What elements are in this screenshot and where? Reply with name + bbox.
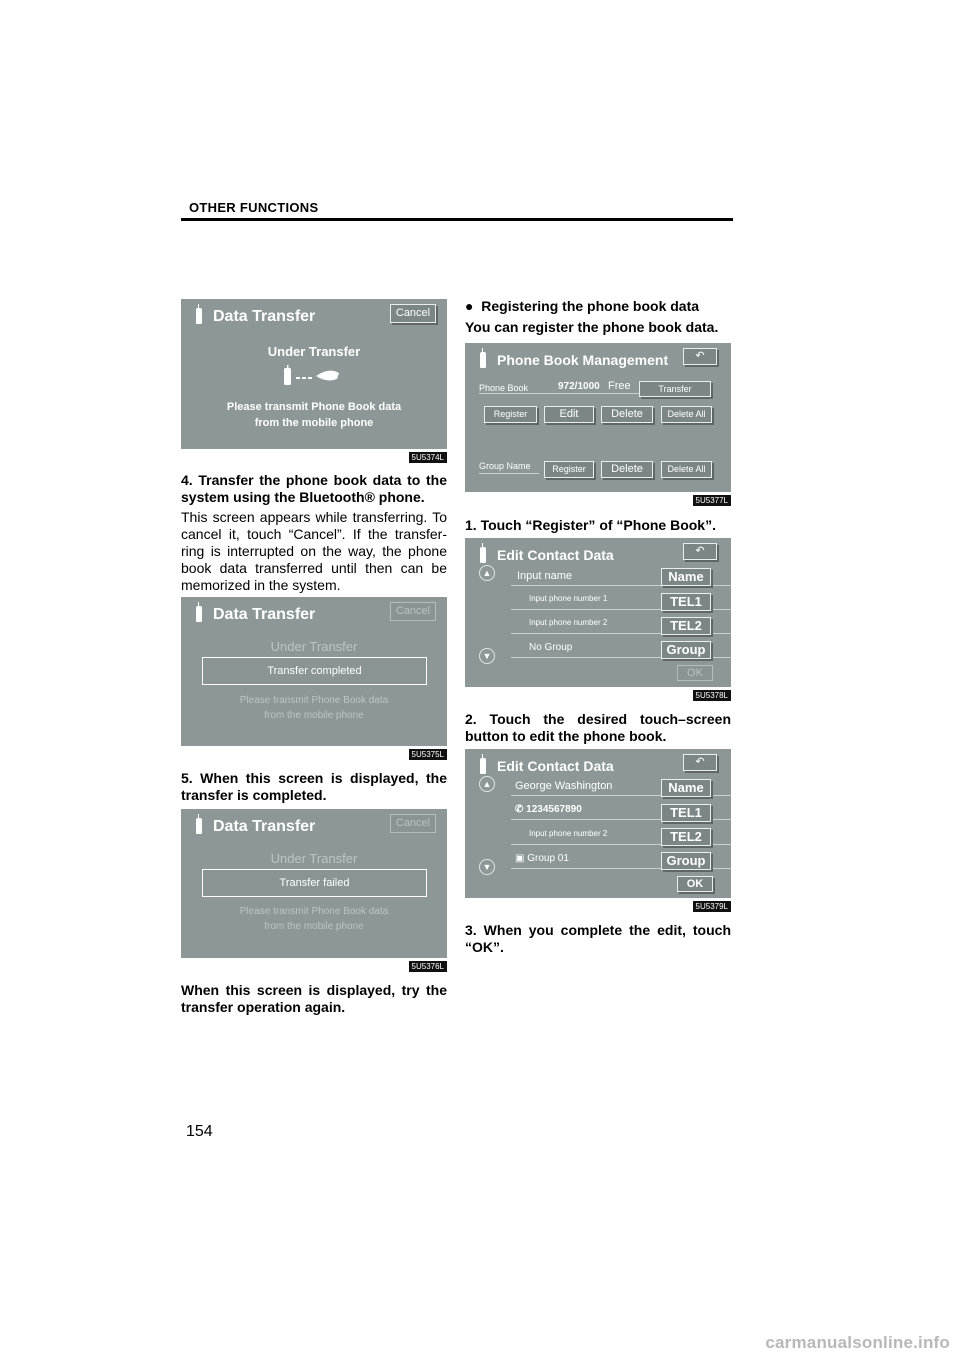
fail-note: When this screen is displayed, try the transfer operation again. (181, 982, 447, 1015)
cancel-button: Cancel (390, 814, 436, 833)
figure-transfer-completed (181, 597, 447, 759)
back-icon: ↶ (695, 545, 705, 557)
cancel-button: Cancel (390, 602, 436, 621)
scroll-up-button[interactable]: ▲ (479, 776, 495, 792)
intro-text: You can register the phone book data. (465, 319, 719, 335)
watermark: carmanualsonline.info (765, 1333, 950, 1352)
delete-button[interactable]: Delete (601, 406, 653, 423)
phone-icon (195, 308, 203, 324)
heading-text: Registering the phone book data (481, 298, 700, 314)
transfer-button[interactable]: Transfer (639, 381, 711, 397)
back-button[interactable] (683, 754, 717, 771)
name-line: Input name (517, 570, 573, 582)
screen-title: Phone Book Management (497, 352, 669, 368)
step-2: 2. Touch the desired touch–screen button to edit the phone book. (465, 711, 731, 744)
bullet-icon: ● (465, 298, 482, 314)
phone-type-icon: ✆ (515, 804, 527, 815)
tel1-button[interactable]: TEL1 (661, 804, 711, 822)
group-value: Group 01 (527, 853, 569, 864)
message-line-1: Please transmit Phone Book data (226, 401, 402, 413)
phone1-line: Input phone number 1 (529, 594, 608, 603)
phone-icon (479, 758, 487, 774)
message-line-2: from the mobile phone (254, 417, 374, 429)
phone2-line: Input phone number 2 (529, 829, 608, 838)
figure-data-transfer (181, 299, 447, 462)
message-line-1: Please transmit Phone Book data (239, 906, 389, 917)
back-button[interactable] (683, 543, 717, 560)
tel2-button[interactable]: TEL2 (661, 828, 711, 846)
scroll-down-button[interactable]: ▼ (479, 648, 495, 664)
screen-title: Data Transfer (213, 818, 316, 835)
ok-button[interactable]: OK (677, 876, 713, 892)
group-delete-all-button[interactable]: Delete All (661, 461, 712, 478)
message-line-2: from the mobile phone (264, 710, 364, 721)
phone-icon (479, 352, 487, 368)
status-text: Under Transfer (270, 639, 358, 654)
figure-edit-contact-filled (465, 749, 731, 911)
page-number: 154 (186, 1123, 213, 1140)
result-box: Transfer failed (202, 869, 427, 897)
status-text: Under Transfer (267, 344, 361, 359)
scroll-down-button[interactable]: ▼ (479, 859, 495, 875)
delete-all-button[interactable]: Delete All (661, 406, 712, 423)
count-value: 972/1000 (558, 381, 600, 392)
figure-code: 5U5375L (409, 749, 447, 760)
phone-icon (195, 606, 203, 622)
screen-title: Data Transfer (213, 308, 316, 325)
group-delete-button[interactable]: Delete (601, 461, 653, 478)
group-register-button[interactable]: Register (544, 461, 594, 478)
figure-code: 5U5376L (409, 961, 447, 972)
step-5-title: 5. When this screen is displayed, the transfer is completed. (181, 770, 447, 803)
group-line (515, 853, 569, 864)
register-button[interactable]: Register (484, 406, 537, 423)
back-button[interactable] (683, 348, 717, 365)
transfer-icon (281, 365, 347, 387)
group-button[interactable]: Group (661, 852, 711, 870)
figure-code: 5U5377L (693, 495, 731, 506)
back-icon: ↶ (695, 350, 705, 362)
figure-code: 5U5378L (693, 690, 731, 701)
name-button[interactable]: Name (661, 568, 711, 586)
screen-title: Edit Contact Data (497, 547, 614, 563)
phone1-line (515, 804, 582, 815)
status-text: Under Transfer (270, 851, 358, 866)
phone-icon (479, 547, 487, 563)
screen-title: Data Transfer (213, 606, 316, 623)
tel2-button[interactable]: TEL2 (661, 617, 711, 635)
name-line: George Washington (515, 780, 613, 792)
group-button[interactable]: Group (661, 641, 711, 659)
step-4-body: This screen appears while transferring. To cancel it, touch “Cancel”. If the transfer-ring is interrupted on the way, the phone book data transferred until then can be memorized in the system. (181, 509, 447, 593)
step-1: 1. Touch “Register” of “Phone Book”. (465, 517, 716, 533)
free-label: Free (608, 380, 631, 392)
section-title: OTHER FUNCTIONS (189, 200, 319, 215)
tel1-button[interactable]: TEL1 (661, 593, 711, 611)
figure-transfer-failed (181, 809, 447, 971)
name-button[interactable]: Name (661, 779, 711, 797)
figure-code: 5U5379L (693, 901, 731, 912)
ok-button: OK (677, 665, 713, 681)
figure-phone-book-management (465, 343, 731, 505)
figure-edit-contact-empty (465, 538, 731, 700)
group-name-label: Group Name (479, 461, 531, 471)
step-4-title: 4. Transfer the phone book data to the system using the Bluetooth® phone. (181, 472, 447, 505)
phone-icon (195, 818, 203, 834)
result-box: Transfer completed (202, 657, 427, 685)
message-line-2: from the mobile phone (264, 921, 364, 932)
group-line: No Group (529, 642, 573, 653)
group-icon: ▣ (515, 853, 528, 864)
phone1-value: 1234567890 (526, 804, 582, 815)
step-3: 3. When you complete the edit, touch “OK”. (465, 922, 731, 955)
header-rule (181, 218, 733, 221)
section-heading (465, 298, 731, 315)
screen-title: Edit Contact Data (497, 758, 614, 774)
figure-code: 5U5374L (409, 452, 447, 463)
back-icon: ↶ (695, 756, 705, 768)
message-line-1: Please transmit Phone Book data (239, 695, 389, 706)
cancel-button[interactable]: Cancel (390, 304, 436, 323)
phone2-line: Input phone number 2 (529, 618, 608, 627)
edit-button[interactable]: Edit (544, 406, 594, 423)
phone-book-label: Phone Book (479, 383, 529, 393)
scroll-up-button[interactable]: ▲ (479, 565, 495, 581)
